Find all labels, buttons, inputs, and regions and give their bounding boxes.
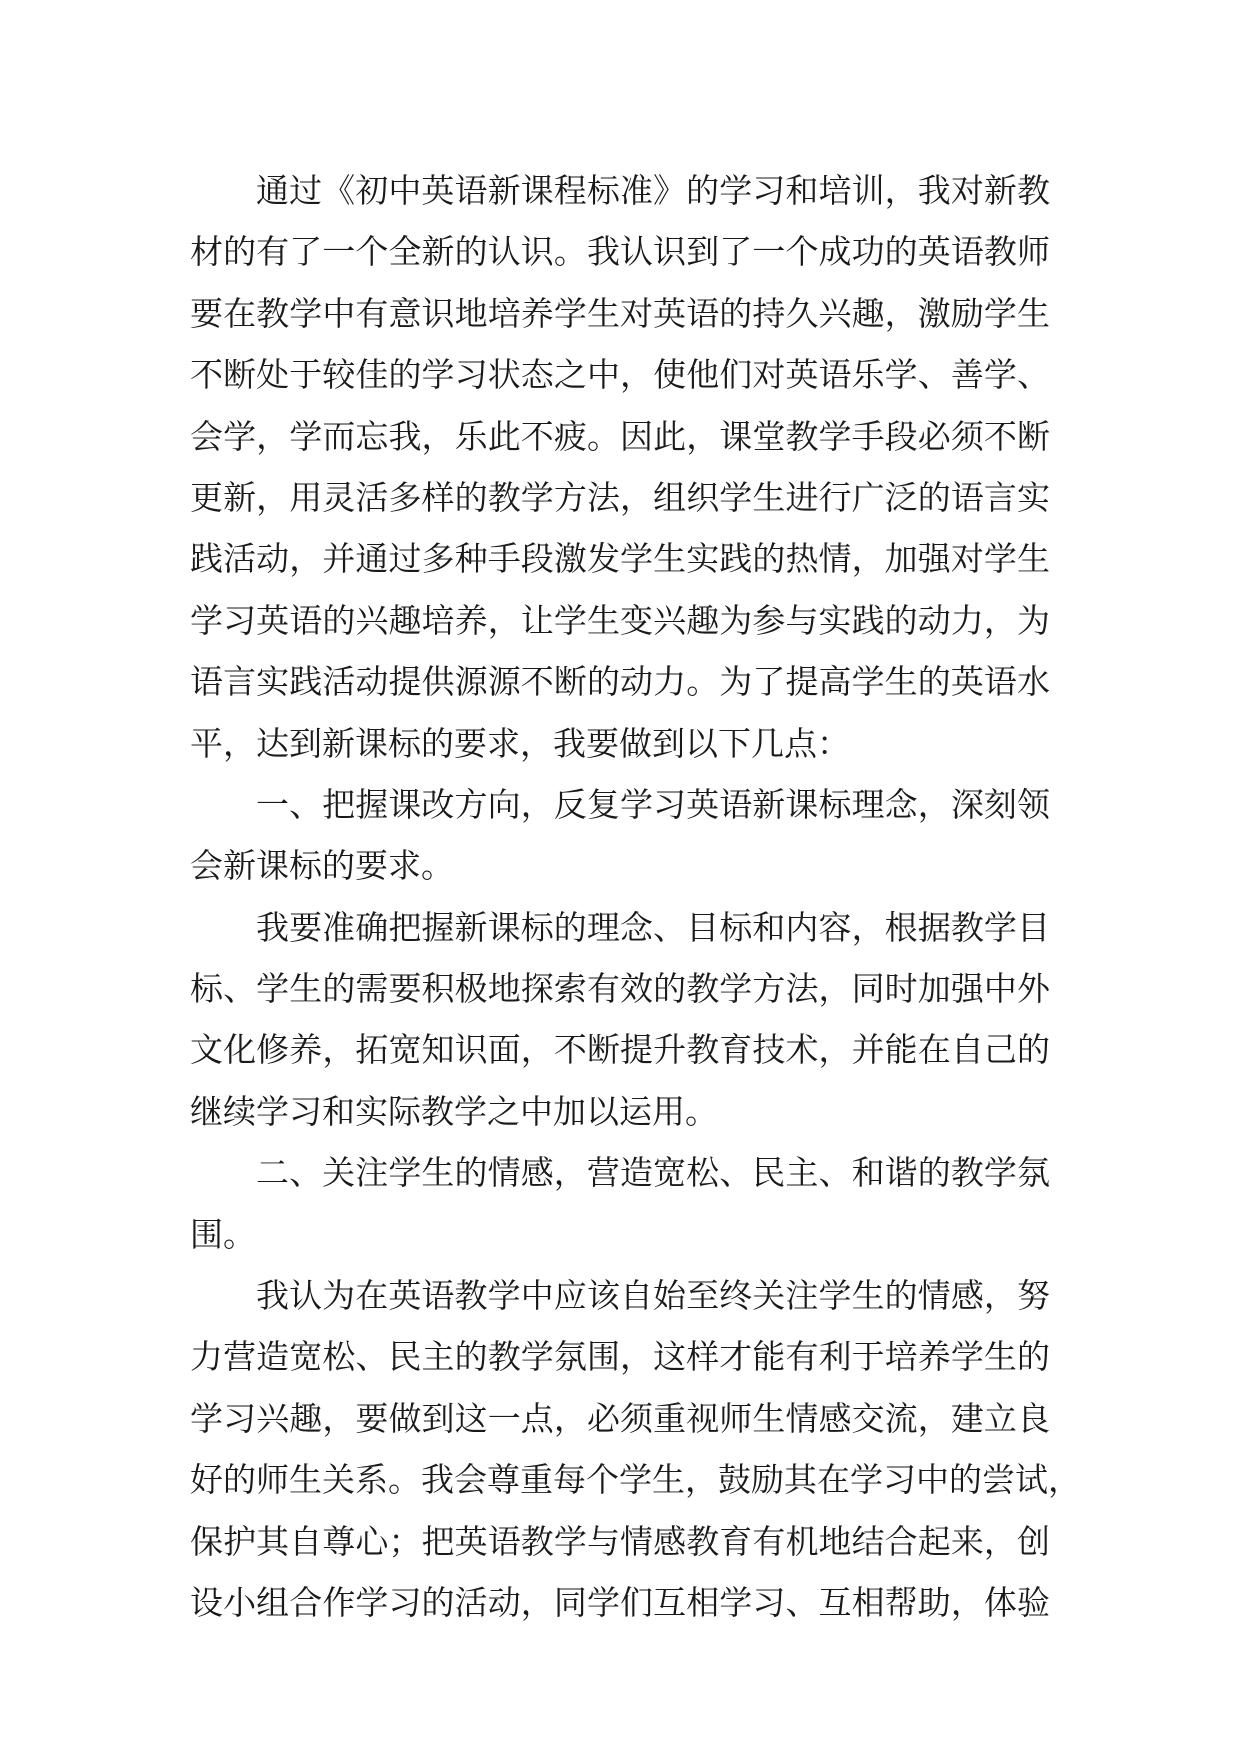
- text-line: 好的师生关系。我会尊重每个学生，鼓励其在学习中的尝试，: [190, 1460, 1081, 1500]
- text-line: 标、学生的需要积极地探索有效的教学方法，同时加强中外: [190, 969, 1050, 1009]
- text-line: 学习英语的兴趣培养，让学生变兴趣为参与实践的动力，为: [190, 600, 1050, 640]
- text-line: 更新，用灵活多样的教学方法，组织学生进行广泛的语言实: [190, 477, 1050, 517]
- text-line: 继续学习和实际教学之中加以运用。: [190, 1091, 718, 1131]
- text-line: 通过《初中英语新课程标准》的学习和培训，我对新教: [256, 171, 1050, 210]
- text-line: 保护其自尊心；把英语教学与情感教育有机地结合起来，创: [190, 1521, 1050, 1561]
- text-line: 围。: [190, 1214, 256, 1254]
- text-line: 不断处于较佳的学习状态之中，使他们对英语乐学、善学、: [190, 355, 1050, 395]
- text-line: 一、把握课改方向，反复学习英语新课标理念，深刻领: [256, 784, 1050, 824]
- text-line: 会新课标的要求。: [190, 846, 454, 886]
- text-line: 语言实践活动提供源源不断的动力。为了提高学生的英语水: [190, 662, 1050, 702]
- text-line: 会学，学而忘我，乐此不疲。因此，课堂教学手段必须不断: [190, 416, 1050, 456]
- text-line: 我要准确把握新课标的理念、目标和内容，根据教学目: [256, 907, 1050, 947]
- text-line: 要在教学中有意识地培养学生对英语的持久兴趣，激励学生: [190, 293, 1050, 333]
- text-line: 设小组合作学习的活动，同学们互相学习、互相帮助，体验: [190, 1582, 1050, 1622]
- text-line: 平，达到新课标的要求，我要做到以下几点：: [190, 723, 850, 763]
- text-line: 材的有了一个全新的认识。我认识到了一个成功的英语教师: [190, 232, 1050, 272]
- document-body: [190, 160, 1081, 1633]
- text-line: 力营造宽松、民主的教学氛围，这样才能有利于培养学生的: [190, 1337, 1050, 1377]
- text-line: 学习兴趣，要做到这一点，必须重视师生情感交流，建立良: [190, 1398, 1050, 1438]
- text-line: 我认为在英语教学中应该自始至终关注学生的情感，努: [256, 1276, 1050, 1316]
- text-line: 文化修养，拓宽知识面，不断提升教育技术，并能在自己的: [190, 1030, 1050, 1070]
- text-line: 践活动，并通过多种手段激发学生实践的热情，加强对学生: [190, 539, 1050, 579]
- text-line: 二、关注学生的情感，营造宽松、民主、和谐的教学氛: [256, 1153, 1050, 1193]
